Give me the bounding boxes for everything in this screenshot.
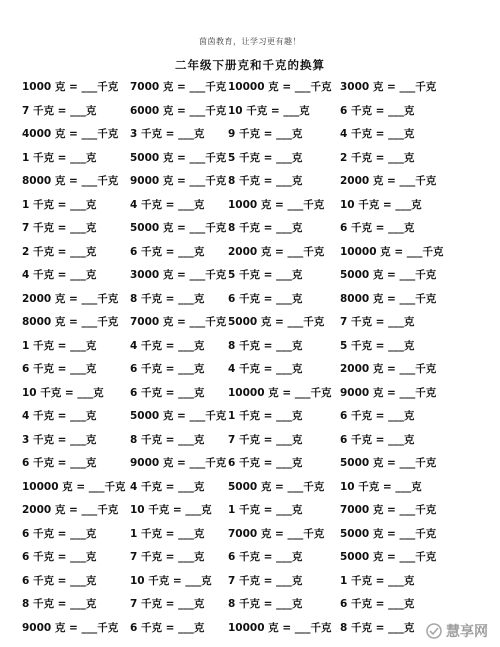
- exercise-item: 8 千克 = ___克: [22, 598, 97, 610]
- exercise-item: 6 千克 = ___克: [22, 457, 97, 469]
- exercise-item: 6 千克 = ___克: [130, 621, 205, 634]
- exercise-item: 5 千克 = ___克: [228, 151, 303, 164]
- exercise-item: 1 千克 = ___克: [340, 574, 415, 587]
- worksheet-title: 二年级下册克和千克的换算: [175, 58, 325, 72]
- exercise-item: 9000 克 = ___千克: [130, 175, 227, 187]
- exercise-row: [0, 480, 500, 504]
- exercise-item: 7 千克 = ___克: [340, 316, 415, 328]
- exercise-row: [0, 386, 500, 410]
- exercise-item: 8000 克 = ___千克: [340, 292, 437, 305]
- exercise-item: 4 千克 = ___克: [130, 198, 205, 211]
- exercise-row: [0, 127, 500, 151]
- exercise-row: [0, 433, 500, 457]
- exercise-item: 6 千克 = ___克: [22, 551, 97, 563]
- watermark-text: 慧享网: [446, 624, 488, 640]
- exercise-item: 4 千克 = ___克: [228, 363, 303, 375]
- exercise-item: 5000 克 = ___千克: [340, 527, 437, 540]
- exercise-item: 10 千克 = ___克: [228, 104, 310, 117]
- exercise-item: 4 千克 = ___克: [340, 128, 415, 140]
- exercise-item: 8 千克 = ___克: [228, 598, 303, 610]
- exercise-item: 2000 克 = ___千克: [340, 363, 437, 375]
- exercise-row: [0, 409, 500, 433]
- exercise-item: 10 千克 = ___克: [130, 574, 212, 587]
- exercise-item: 10 千克 = ___克: [340, 480, 422, 493]
- exercise-list: [0, 80, 500, 644]
- exercise-item: 3 千克 = ___克: [22, 433, 97, 446]
- exercise-row: [0, 292, 500, 316]
- exercise-item: 6 千克 = ___克: [228, 457, 303, 469]
- exercise-item: 10000 克 = ___千克: [340, 245, 444, 258]
- exercise-item: 10000 克 = ___千克: [228, 386, 332, 399]
- exercise-item: 6 千克 = ___克: [340, 410, 415, 422]
- exercise-item: 8000 克 = ___千克: [22, 175, 119, 187]
- exercise-item: 7000 克 = ___千克: [340, 504, 437, 516]
- exercise-item: 5000 克 = ___千克: [228, 480, 325, 493]
- exercise-item: 5000 克 = ___千克: [340, 269, 437, 281]
- exercise-item: 8 千克 = ___克: [228, 175, 303, 187]
- exercise-item: 1 千克 = ___克: [228, 504, 303, 516]
- watermark: [426, 621, 488, 641]
- exercise-item: 1000 克 = ___千克: [22, 81, 119, 93]
- exercise-item: 8 千克 = ___克: [228, 339, 303, 352]
- exercise-row: [0, 245, 500, 269]
- exercise-row: [0, 198, 500, 222]
- exercise-item: 5 千克 = ___克: [340, 339, 415, 352]
- exercise-item: 6 千克 = ___克: [340, 433, 415, 446]
- watermark-logo-icon: [426, 623, 442, 639]
- exercise-item: 1 千克 = ___克: [22, 339, 97, 352]
- exercise-item: 4 千克 = ___克: [22, 410, 97, 422]
- exercise-item: 7000 克 = ___千克: [228, 527, 325, 540]
- exercise-item: 6 千克 = ___克: [130, 245, 205, 258]
- exercise-item: 8 千克 = ___克: [130, 292, 205, 305]
- exercise-item: 8 千克 = ___克: [130, 433, 205, 446]
- exercise-row: [0, 574, 500, 598]
- exercise-item: 10000 克 = ___千克: [228, 621, 332, 634]
- exercise-row: [0, 174, 500, 198]
- exercise-item: 7 千克 = ___克: [22, 222, 97, 234]
- exercise-item: 3000 克 = ___千克: [340, 81, 437, 93]
- exercise-item: 10 千克 = ___克: [340, 198, 422, 211]
- exercise-row: [0, 80, 500, 104]
- exercise-item: 2000 克 = ___千克: [340, 175, 437, 187]
- exercise-item: 6 千克 = ___克: [130, 386, 205, 399]
- exercise-row: [0, 527, 500, 551]
- exercise-item: 4 千克 = ___克: [22, 269, 97, 281]
- exercise-row: [0, 550, 500, 574]
- exercise-item: 5000 克 = ___千克: [228, 316, 325, 328]
- exercise-item: 1 千克 = ___克: [22, 198, 97, 211]
- page-header: 茵茵教育，让学习更有趣！: [199, 37, 301, 46]
- exercise-row: [0, 315, 500, 339]
- exercise-item: 4 千克 = ___克: [130, 480, 205, 493]
- exercise-item: 5000 克 = ___千克: [130, 410, 227, 422]
- exercise-item: 5000 克 = ___千克: [130, 222, 227, 234]
- exercise-row: [0, 597, 500, 621]
- exercise-item: 2 千克 = ___克: [340, 151, 415, 164]
- exercise-item: 7 千克 = ___克: [130, 598, 205, 610]
- exercise-row: [0, 151, 500, 175]
- exercise-item: 3000 克 = ___千克: [130, 269, 227, 281]
- exercise-item: 7000 克 = ___千克: [130, 81, 227, 93]
- exercise-item: 1 千克 = ___克: [130, 527, 205, 540]
- exercise-item: 8000 克 = ___千克: [22, 316, 119, 328]
- exercise-row: [0, 503, 500, 527]
- exercise-item: 8 千克 = ___克: [228, 222, 303, 234]
- exercise-item: 3 千克 = ___克: [130, 128, 205, 140]
- exercise-item: 4 千克 = ___克: [130, 339, 205, 352]
- exercise-item: 9000 克 = ___千克: [340, 386, 437, 399]
- exercise-item: 6000 克 = ___千克: [130, 104, 227, 117]
- exercise-item: 1 千克 = ___克: [228, 410, 303, 422]
- exercise-item: 2 千克 = ___克: [22, 245, 97, 258]
- exercise-row: [0, 339, 500, 363]
- exercise-item: 8 千克 = ___克: [340, 621, 415, 634]
- exercise-item: 6 千克 = ___克: [228, 292, 303, 305]
- exercise-item: 1 千克 = ___克: [22, 151, 97, 164]
- exercise-item: 6 千克 = ___克: [340, 598, 415, 610]
- exercise-item: 6 千克 = ___克: [22, 363, 97, 375]
- exercise-item: 5000 克 = ___千克: [130, 151, 227, 164]
- exercise-item: 10 千克 = ___克: [22, 386, 104, 399]
- exercise-item: 7 千克 = ___克: [130, 551, 205, 563]
- exercise-item: 2000 克 = ___千克: [22, 504, 119, 516]
- exercise-item: 5 千克 = ___克: [228, 269, 303, 281]
- exercise-item: 6 千克 = ___克: [22, 527, 97, 540]
- exercise-item: 7 千克 = ___克: [228, 433, 303, 446]
- exercise-item: 2000 克 = ___千克: [22, 292, 119, 305]
- exercise-item: 10000 克 = ___千克: [22, 480, 126, 493]
- exercise-item: 9000 克 = ___千克: [130, 457, 227, 469]
- exercise-item: 5000 克 = ___千克: [340, 551, 437, 563]
- exercise-item: 7 千克 = ___克: [22, 104, 97, 117]
- exercise-row: [0, 104, 500, 128]
- exercise-item: 7000 克 = ___千克: [130, 316, 227, 328]
- exercise-item: 4000 克 = ___千克: [22, 128, 119, 140]
- exercise-item: 10000 克 = ___千克: [228, 81, 332, 93]
- exercise-row: [0, 268, 500, 292]
- exercise-item: 1000 克 = ___千克: [228, 198, 325, 211]
- exercise-item: 6 千克 = ___克: [340, 104, 415, 117]
- exercise-row: [0, 362, 500, 386]
- exercise-row: [0, 221, 500, 245]
- exercise-item: 9000 克 = ___千克: [22, 621, 119, 634]
- exercise-item: 6 千克 = ___克: [22, 574, 97, 587]
- exercise-item: 5000 克 = ___千克: [340, 457, 437, 469]
- exercise-row: [0, 456, 500, 480]
- exercise-item: 2000 克 = ___千克: [228, 245, 325, 258]
- exercise-item: 9 千克 = ___克: [228, 128, 303, 140]
- exercise-row: [0, 621, 500, 645]
- exercise-item: 7 千克 = ___克: [228, 574, 303, 587]
- exercise-item: 6 千克 = ___克: [228, 551, 303, 563]
- exercise-item: 6 千克 = ___克: [130, 363, 205, 375]
- exercise-item: 10 千克 = ___克: [130, 504, 212, 516]
- exercise-item: 6 千克 = ___克: [340, 222, 415, 234]
